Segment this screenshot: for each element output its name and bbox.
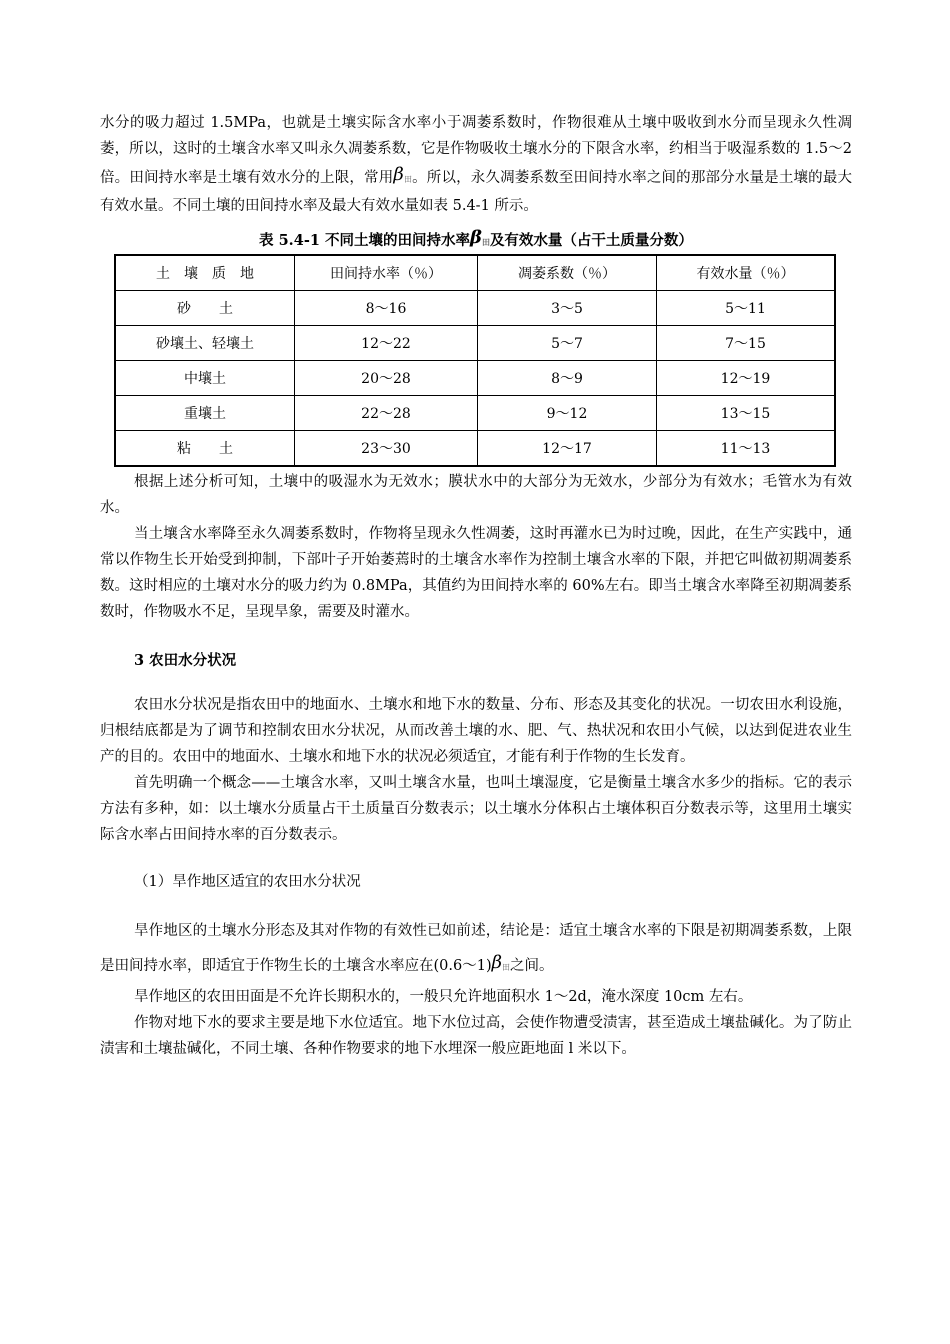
paragraph-effective-water: 根据上述分析可知，土壤中的吸湿水为无效水；膜状水中的大部分为无效水，少部分为有效水；毛管水为有效水。 [100,474,852,516]
table-cell: 粘 土 [115,431,295,467]
table-caption: 表 5.4-1 不同土壤的田间持水率$\beta_田$及有效水量（占干土质量分数） [259,227,693,249]
soil-water-table [114,254,836,467]
table-cell: 12～19 [657,361,836,396]
table-header-cell: 有效水量（％） [657,255,836,291]
paragraph-surface-ponding: 旱作地区的农田田面是不允许长期积水的，一般只允许地面积水 1～2d，淹水深度 10cm 左右。 [134,989,753,1005]
table-cell: 13～15 [657,396,836,431]
beta-symbol: $\beta_田$ [491,952,511,973]
table-cell: 12～17 [478,431,657,467]
table-header-cell: 凋萎系数（％） [478,255,657,291]
table-cell: 22～28 [295,396,478,431]
table-row [115,291,835,326]
table-cell: 5～7 [478,326,657,361]
paragraph-initial-wilting: 当土壤含水率降至永久凋萎系数时，作物将呈现永久性凋萎，这时再灌水已为时过晚，因此，在生产实践中，通常以作物生长开始受到抑制，下部叶子开始萎蔫时的土壤含水率作为控制土壤含水率的下限，并把它叫做初期凋萎系数。这时相应的土壤对水分的吸力约为 0.8MPa，其值约为田间持水率的 60%左右。即当土壤含水率降至初期凋萎系数时，作物吸水不足，呈现旱象，需要及时灌水。 [100,526,852,620]
section-heading: 3 农田水分状况 [134,652,237,669]
table-header-cell: 土 壤 质 地 [115,255,295,291]
table-cell: 23～30 [295,431,478,467]
table-cell: 8～9 [478,361,657,396]
table-header-cell: 田间持水率（％） [295,255,478,291]
table-cell: 重壤土 [115,396,295,431]
paragraph-dryland-range: 旱作地区的土壤水分形态及其对作物的有效性已如前述，结论是：适宜土壤含水率的下限是初期凋萎系数，上限是田间持水率，即适宜于作物生长的土壤含水率应在$(0.6\sim 1)\beta_田$之间。 [100,923,852,974]
table-cell: 5～11 [657,291,836,326]
paragraph-farmland-water: 农田水分状况是指农田中的地面水、土壤水和地下水的数量、分布、形态及其变化的状况。一切农田水利设施，归根结底都是为了调节和控制农田水分状况，从而改善土壤的水、肥、气、热状况和农田小气候，以达到促进农业生产的目的。农田中的地面水、土壤水和地下水的状况必须适宜，才能有利于作物的生长发育。 [100,697,852,765]
table-cell: 8～16 [295,291,478,326]
document-page [100,110,852,1062]
table-cell: 7～15 [657,326,836,361]
table-row [115,361,835,396]
table-row [115,431,835,467]
table-cell: 砂 土 [115,291,295,326]
table-header-row [115,255,835,291]
table-cell: 11～13 [657,431,836,467]
table-cell: 砂壤土、轻壤土 [115,326,295,361]
table-row [115,396,835,431]
table-cell: 3～5 [478,291,657,326]
table-cell: 20～28 [295,361,478,396]
table-cell: 12～22 [295,326,478,361]
paragraph-field-capacity: 水分的吸力超过 1.5MPa，也就是土壤实际含水率小于凋萎系数时，作物很难从土壤中吸收到水分而呈现永久性凋萎，所以，这时的土壤含水率又叫永久凋萎系数，它是作物吸收土壤水分的下限含水率，约相当于吸湿系数的 1.5～2 倍。田间持水率是土壤有效水分的上限，常用$\beta_田$。所以，永久凋萎系数至田间持水率之间的那部分水量是土壤的最大有效水量。不同土壤的田间持水率及最大有效水量如表 5.4-1 所示。 [100,115,853,214]
beta-symbol: $\beta_田$ [393,164,413,185]
table-cell: 中壤土 [115,361,295,396]
paragraph-groundwater: 作物对地下水的要求主要是地下水位适宜。地下水位过高，会使作物遭受渍害，甚至造成土壤盐碱化。为了防止渍害和土壤盐碱化，不同土壤、各种作物要求的地下水埋深一般应距地面 l 米以下。 [100,1015,852,1057]
paragraph-water-content: 首先明确一个概念——土壤含水率，又叫土壤含水量，也叫土壤湿度，它是衡量土壤含水多少的指标。它的表示方法有多种，如：以土壤水分质量占干土质量百分数表示；以土壤水分体积占土壤体积百分数表示等，这里用土壤实际含水率占田间持水率的百分数表示。 [100,775,852,843]
table-row [115,326,835,361]
subsection-heading: （1）旱作地区适宜的农田水分状况 [134,874,361,890]
table-cell: 9～12 [478,396,657,431]
beta-symbol: $\beta_田$ [469,227,490,248]
